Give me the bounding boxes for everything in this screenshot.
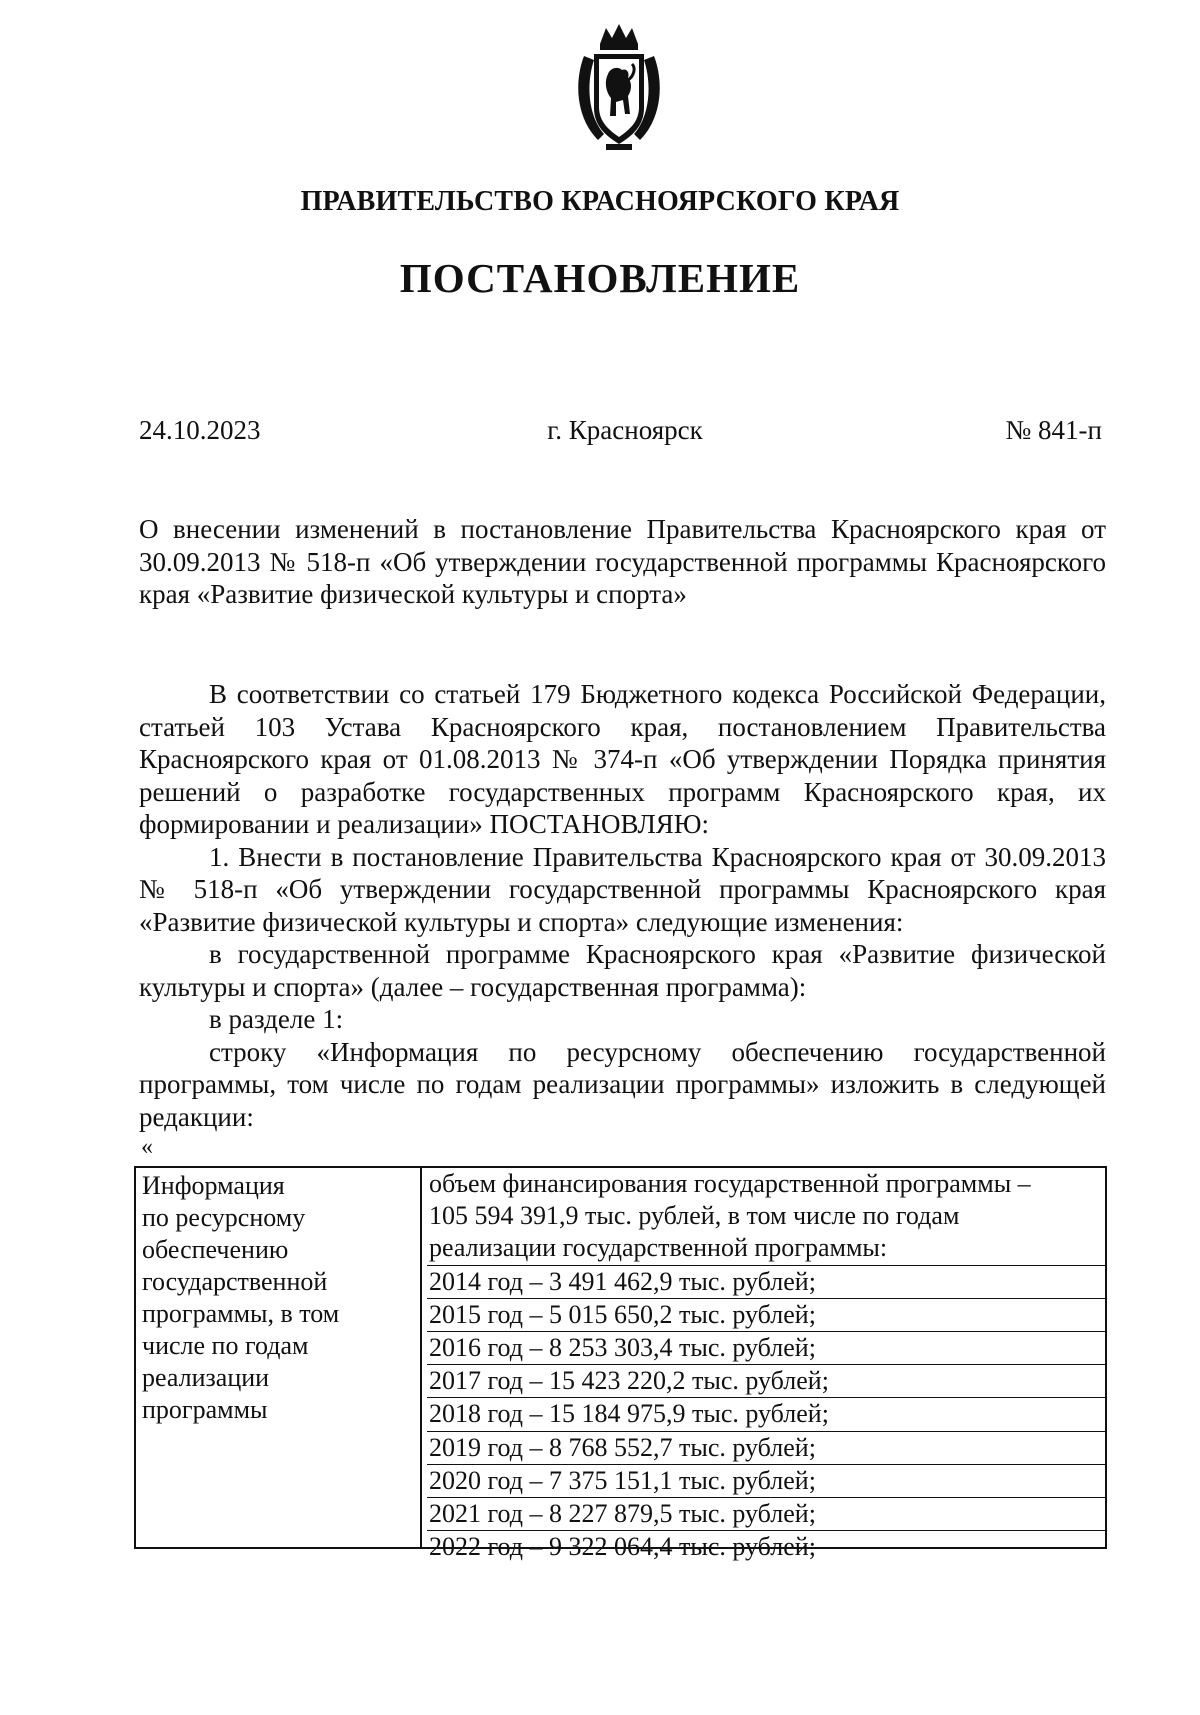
funding-year-line: 2020 год – 7 375 151,1 тыс. рублей; [427,1465,1105,1498]
opening-quote-mark: « [141,1134,153,1160]
funding-year-line: 2014 год – 3 491 462,9 тыс. рублей; [427,1266,1105,1299]
row-header-line: программы, в том [142,1299,340,1328]
row-header-line: обеспечению [142,1235,289,1264]
funding-year-line: 2019 год – 8 768 552,7 тыс. рублей; [427,1432,1105,1465]
funding-year-line: 2022 год – 9 322 064,4 тыс. рублей; [429,1532,816,1562]
table-value-cell [422,1168,1105,1562]
document-city: г. Красноярск [547,415,703,445]
funding-year-line: 2017 год – 15 423 220,2 тыс. рублей; [427,1365,1105,1398]
funding-intro-line: 105 594 391,9 тыс. рублей, в том числе по годам [429,1201,960,1231]
document-body [139,678,1106,1133]
row-header-line: программы [142,1395,268,1424]
organization-name: ПРАВИТЕЛЬСТВО КРАСНОЯРСКОГО КРАЯ [300,186,900,217]
funding-year-line: 2015 год – 5 015 650,2 тыс. рублей; [427,1299,1105,1332]
row-header-line: реализации [142,1363,270,1392]
document-title: О внесении изменений в постановление Правительства Красноярского края от 30.09.2013 № 518-п «Об утверждении государственной программы Красноярского края «Развитие физической культуры и спорта» [139,514,1106,609]
row-header-line: по ресурсному [142,1203,306,1232]
document-date: 24.10.2023 [139,415,261,445]
row-header-line: государственной [142,1267,328,1296]
funding-intro-line: реализации государственной программы: [427,1232,1105,1265]
resource-support-table [134,1166,1107,1562]
row-instruction-paragraph: строку «Информация по ресурсному обеспечению государственной программы, том числе по годам реализации программы» изложить в следующей редакции: [139,1036,1106,1132]
funding-year-line: 2016 год – 8 253 303,4 тыс. рублей; [427,1332,1105,1365]
preamble-paragraph: В соответствии со статьей 179 Бюджетного кодекса Российской Федерации, статьей 103 Устава Красноярского края, постановлением Правительства Красноярского края от 01.08.2013 № 374-п «Об утверждении Порядка принятия решений о разработке государственных программ Красноярского края, их формировании и реализации» ПОСТАНОВЛЯЮ: [139,679,1106,839]
row-header-line: числе по годам [142,1331,309,1360]
document-number: № 841-п [1005,415,1102,445]
document-type-heading: ПОСТАНОВЛЕНИЕ [399,255,801,301]
funding-year-line: 2018 год – 15 184 975,9 тыс. рублей; [427,1398,1105,1431]
item-1-paragraph: 1. Внести в постановление Правительства Красноярского края от 30.09.2013 № 518-п «Об утверждении государственной программы Красноярского края «Развитие физической культуры и спорта» следующие изменения: [139,841,1106,937]
row-header-line: Информация [142,1171,285,1200]
program-reference-paragraph: в государственной программе Красноярского края «Развитие физической культуры и спорта» (далее – государственная программа): [139,939,1106,1002]
funding-year-line: 2021 год – 8 227 879,5 тыс. рублей; [427,1498,1105,1531]
table-row-header-cell [136,1168,422,1547]
funding-intro-line: объем финансирования государственной программы – [429,1169,1031,1198]
coat-of-arms-emblem [570,22,668,152]
section-reference-paragraph: в разделе 1: [209,1004,344,1034]
